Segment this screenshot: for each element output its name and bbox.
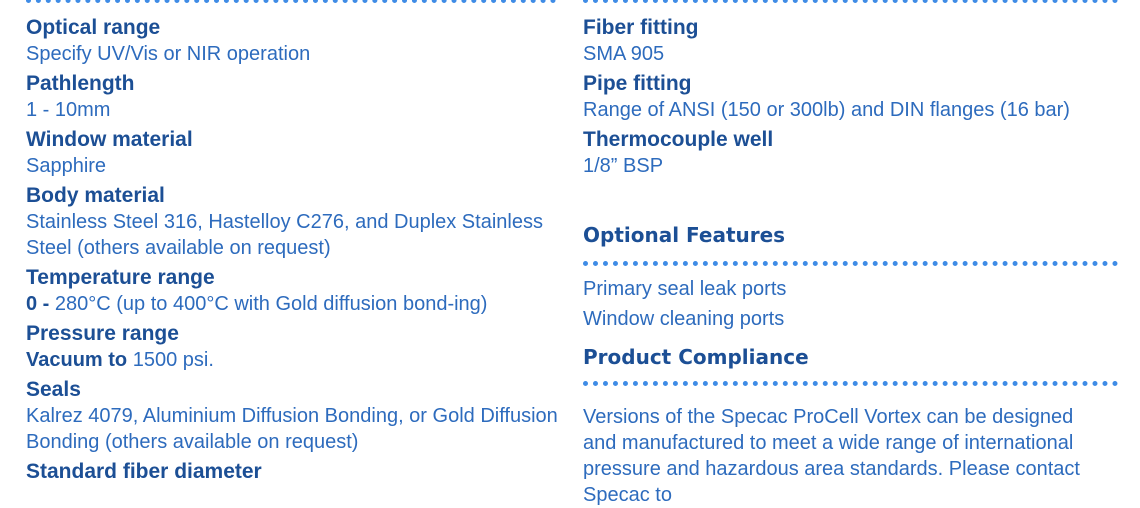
spec-window-material bbox=[26, 127, 566, 179]
spec-value: SMA 905 bbox=[583, 43, 665, 65]
list-item: Primary seal leak ports bbox=[583, 278, 787, 300]
spec-thermocouple-well bbox=[583, 127, 1118, 179]
spec-label: Standard fiber diameter bbox=[26, 460, 262, 483]
spec-fiber-fitting bbox=[583, 15, 1118, 67]
product-compliance-divider bbox=[583, 381, 1118, 386]
spec-label: Optical range bbox=[26, 16, 161, 39]
spec-value: Stainless Steel 316, Hastelloy C276, and Duplex Stainless Steel (others available on request) bbox=[26, 211, 543, 259]
optional-features-list bbox=[583, 274, 1118, 334]
spec-temperature-range bbox=[26, 265, 566, 317]
spec-label: Temperature range bbox=[26, 266, 215, 289]
spec-optical-range bbox=[26, 15, 566, 67]
spec-pressure-range bbox=[26, 321, 566, 373]
spec-label: Body material bbox=[26, 184, 165, 207]
spec-label: Pathlength bbox=[26, 72, 135, 95]
spec-value: Range of ANSI (150 or 300lb) and DIN flanges (16 bar) bbox=[583, 99, 1070, 121]
optional-features-title: Optional Features bbox=[583, 223, 786, 247]
spec-pathlength bbox=[26, 71, 566, 123]
product-compliance-text: Versions of the Specac ProCell Vortex can be designed and manufactured to meet a wide range of international pressure and hazardous area standards. Please contact Specac to bbox=[583, 406, 1080, 506]
spec-value: Specify UV/Vis or NIR operation bbox=[26, 43, 311, 65]
spec-seals bbox=[26, 377, 566, 455]
spec-value: Kalrez 4079, Aluminium Diffusion Bonding, or Gold Diffusion Bonding (others available on request) bbox=[26, 405, 558, 453]
spec-value: Sapphire bbox=[26, 155, 107, 177]
right-spec-column bbox=[583, 15, 1118, 183]
spec-body-material bbox=[26, 183, 566, 261]
spec-value bbox=[26, 291, 566, 317]
spec-value-bold: Vacuum to bbox=[26, 349, 128, 371]
top-divider-right bbox=[583, 0, 1118, 3]
list-item: Window cleaning ports bbox=[583, 308, 785, 330]
spec-value: 1/8” BSP bbox=[583, 155, 664, 177]
spec-value: 1 - 10mm bbox=[26, 99, 111, 121]
spec-label: Fiber fitting bbox=[583, 16, 699, 39]
spec-value bbox=[26, 347, 566, 373]
spec-label: Thermocouple well bbox=[583, 128, 774, 151]
spec-value-rest: 280°C (up to 400°C with Gold diffusion bond-ing) bbox=[49, 293, 488, 315]
spec-value-bold: 0 - bbox=[26, 293, 50, 315]
left-spec-column bbox=[26, 15, 566, 485]
spec-label: Window material bbox=[26, 128, 193, 151]
top-divider-left bbox=[26, 0, 556, 3]
optional-features-divider bbox=[583, 261, 1118, 266]
spec-pipe-fitting bbox=[583, 71, 1118, 123]
product-compliance-title: Product Compliance bbox=[583, 345, 809, 369]
spec-label: Seals bbox=[26, 378, 81, 401]
spec-value-rest: 1500 psi. bbox=[127, 349, 214, 371]
spec-label: Pipe fitting bbox=[583, 72, 692, 95]
spec-standard-fiber-diameter bbox=[26, 459, 566, 485]
spec-label: Pressure range bbox=[26, 322, 179, 345]
